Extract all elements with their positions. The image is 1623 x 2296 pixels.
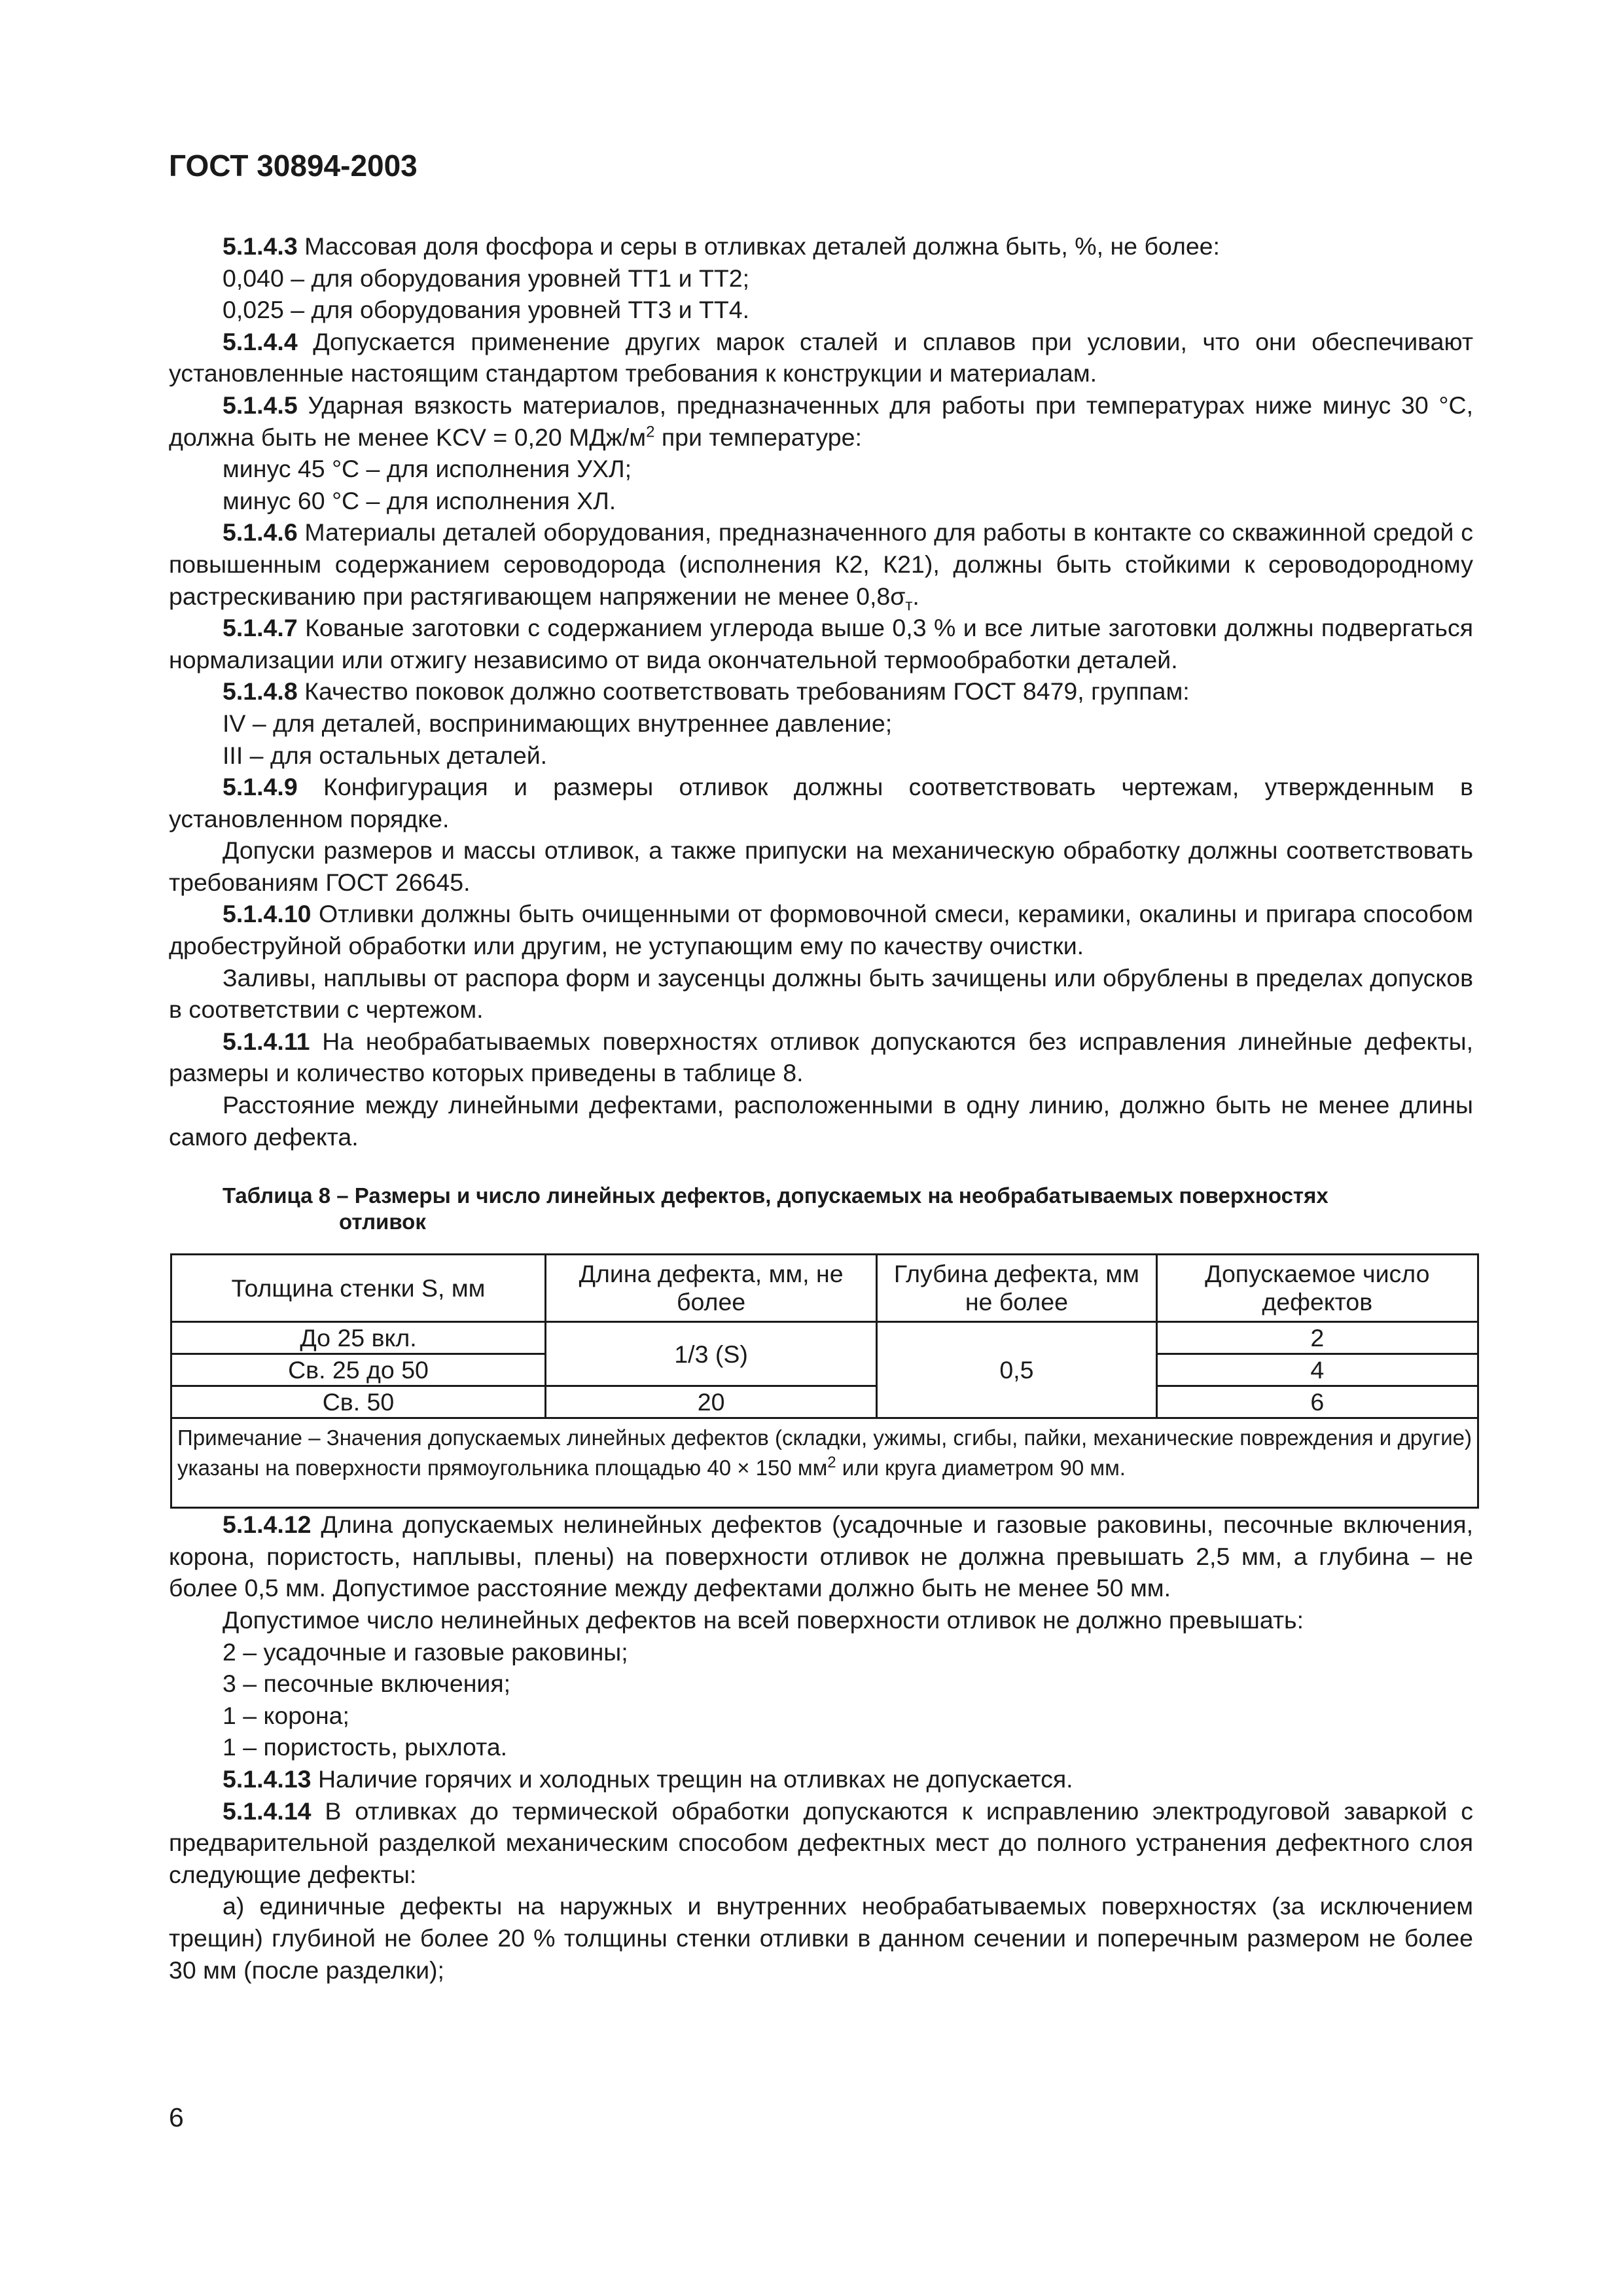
clause-text: Ударная вязкость материалов, предназначенных для работы при температурах ниже минус 30 °С, должна быть не менее KCV = 0,20 МДж/м xyxy=(169,391,1473,451)
defects-table xyxy=(170,1253,1479,1509)
clause-number: 5.1.4.5 xyxy=(223,391,298,419)
list-item: минус 45 °С – для исполнения УХЛ; xyxy=(223,455,632,483)
clause-5-1-4-14 xyxy=(169,1795,1473,1891)
list-item: 0,040 – для оборудования уровней ТТ1 и ТТ2; xyxy=(223,264,750,292)
clause-5-1-4-6 xyxy=(169,516,1473,615)
table-cell: Св. 25 до 50 xyxy=(171,1354,546,1386)
clause-5-1-4-13 xyxy=(169,1763,1473,1795)
table-caption-line: Таблица 8 – Размеры и число линейных дефектов, допускаемых на необрабатываемых поверхностях xyxy=(223,1183,1329,1208)
list-item: 1 – корона; xyxy=(223,1701,349,1729)
clause-number: 5.1.4.10 xyxy=(223,900,312,928)
clause-text: Отливки должны быть очищенными от формовочной смеси, керамики, окалины и пригара способом дробеструйной обработки или другим, не уступающим ему по качеству очистки. xyxy=(169,900,1473,960)
clause-text: Конфигурация и размеры отливок должны соответствовать чертежам, утвержденным в установленном порядке. xyxy=(169,773,1473,833)
clause-5-1-4-7 xyxy=(169,612,1473,675)
list-item: 3 – песочные включения; xyxy=(223,1670,511,1698)
paragraph: Допустимое число нелинейных дефектов на всей поверхности отливок не должно превышать: xyxy=(223,1606,1304,1634)
list-item: 1 – пористость, рыхлота. xyxy=(223,1733,508,1761)
clause-text: В отливках до термической обработки допускаются к исправлению электродуговой заваркой с предварительной разделкой механическим способом дефектных мест до полного устранения дефектного слоя следующие дефекты: xyxy=(169,1797,1473,1888)
clause-number: 5.1.4.13 xyxy=(223,1765,312,1793)
column-header: Допускаемое число дефектов xyxy=(1156,1255,1478,1322)
clause-number: 5.1.4.9 xyxy=(223,773,298,801)
list-item: минус 60 °С – для исполнения ХЛ. xyxy=(223,486,616,514)
clause-5-1-4-11 xyxy=(169,1026,1473,1089)
clause-number: 5.1.4.12 xyxy=(223,1511,312,1539)
superscript: 2 xyxy=(827,1454,836,1472)
table-cell: 6 xyxy=(1156,1386,1478,1418)
clause-5-1-4-10 xyxy=(169,898,1473,961)
table-cell: 20 xyxy=(546,1386,877,1418)
clause-number: 5.1.4.4 xyxy=(223,327,298,355)
table-caption-line: отливок xyxy=(339,1210,426,1234)
clause-text: Кованые заготовки с содержанием углерода выше 0,3 % и все литые заготовки должны подвергаться нормализации или отжигу независимо от вида окончательной термообработки деталей. xyxy=(169,614,1473,673)
clause-number: 5.1.4.11 xyxy=(223,1027,310,1055)
clause-5-1-4-8 xyxy=(169,675,1473,708)
page-number: 6 xyxy=(169,2102,184,2132)
document-body xyxy=(169,230,1473,1986)
table-row xyxy=(171,1322,1478,1354)
list-item: 2 – усадочные и газовые раковины; xyxy=(223,1638,628,1666)
column-header: Длина дефекта, мм, не более xyxy=(546,1255,877,1322)
clause-5-1-4-12 xyxy=(169,1509,1473,1604)
list-item: IV – для деталей, воспринимающих внутреннее давление; xyxy=(223,709,893,737)
clause-text-end: . xyxy=(912,582,919,610)
list-item: а) единичные дефекты на наружных и внутренних необрабатываемых поверхностях (за исключением трещин) глубиной не более 20 % толщины стенки отливки в данном сечении и поперечным размером не более 30 мм (после разделки); xyxy=(169,1892,1473,1984)
clause-number: 5.1.4.14 xyxy=(223,1797,312,1825)
table-note xyxy=(171,1418,1478,1508)
clause-5-1-4-3 xyxy=(169,230,1473,262)
clause-5-1-4-5 xyxy=(169,389,1473,453)
clause-5-1-4-9 xyxy=(169,771,1473,834)
paragraph: Допуски размеров и массы отливок, а также припуски на механическую обработку должны соответствовать требованиям ГОСТ 26645. xyxy=(169,836,1473,896)
list-item: 0,025 – для оборудования уровней ТТ3 и ТТ4. xyxy=(223,296,750,324)
table-header-row xyxy=(171,1255,1478,1322)
table-cell: 2 xyxy=(1156,1322,1478,1354)
clause-text: Качество поковок должно соответствовать требованиям ГОСТ 8479, группам: xyxy=(297,677,1190,706)
clause-text: Допускается применение других марок сталей и сплавов при условии, что они обеспечивают установленные настоящим стандартом требования к конструкции и материалам. xyxy=(169,327,1473,387)
clause-number: 5.1.4.8 xyxy=(223,677,298,706)
column-header: Толщина стенки S, мм xyxy=(171,1255,546,1322)
column-header: Глубина дефекта, мм не более xyxy=(877,1255,1156,1322)
list-item: III – для остальных деталей. xyxy=(223,741,548,769)
superscript: 2 xyxy=(646,423,655,441)
table-cell: 4 xyxy=(1156,1354,1478,1386)
subscript: т xyxy=(905,596,913,615)
clause-text: Материалы деталей оборудования, предназначенного для работы в контакте со скважинной средой с повышенным содержанием сероводорода (исполнения К2, К21), должны быть стойкими к сероводородному растрескиванию при растягивающем напряжении не менее 0,8σ xyxy=(169,518,1473,610)
document-header: ГОСТ 30894-2003 xyxy=(169,149,418,183)
table-cell: 0,5 xyxy=(877,1322,1156,1418)
clause-text: Длина допускаемых нелинейных дефектов (усадочные и газовые раковины, песочные включения, корона, пористость, наплывы, плены) на поверхности отливок не должна превышать 2,5 мм, а глубина – не более 0,5 мм. Допустимое расстояние между дефектами должно быть не менее 50 мм. xyxy=(169,1511,1473,1602)
note-text: Примечание – Значения допускаемых линейных дефектов (складки, ужимы, сгибы, пайки, механические повреждения и другие) указаны на поверхности прямоугольника площадью 40 × 150 мм xyxy=(177,1426,1472,1480)
clause-number: 5.1.4.7 xyxy=(223,614,298,642)
paragraph: Расстояние между линейными дефектами, расположенными в одну линию, должно быть не менее длины самого дефекта. xyxy=(169,1091,1473,1151)
clause-number: 5.1.4.3 xyxy=(223,232,298,260)
clause-number: 5.1.4.6 xyxy=(223,518,298,547)
table-cell: Св. 50 xyxy=(171,1386,546,1418)
clause-text-end: при температуре: xyxy=(654,423,862,451)
clause-text: На необрабатываемых поверхностях отливок допускаются без исправления линейные дефекты, размеры и количество которых приведены в таблице 8. xyxy=(169,1027,1473,1087)
paragraph: Заливы, наплывы от распора форм и заусенцы должны быть зачищены или обрублены в пределах допусков в соответствии с чертежом. xyxy=(169,963,1473,1024)
table-cell: До 25 вкл. xyxy=(171,1322,546,1354)
clause-text: Наличие горячих и холодных трещин на отливках не допускается. xyxy=(311,1765,1073,1793)
table-note-row xyxy=(171,1418,1478,1508)
clause-text: Массовая доля фосфора и серы в отливках деталей должна быть, %, не более: xyxy=(297,232,1220,260)
clause-5-1-4-4 xyxy=(169,326,1473,389)
table-caption xyxy=(223,1183,1473,1235)
note-text-end: или круга диаметром 90 мм. xyxy=(836,1456,1126,1480)
table-row xyxy=(171,1386,1478,1418)
table-cell: 1/3 (S) xyxy=(546,1322,877,1386)
